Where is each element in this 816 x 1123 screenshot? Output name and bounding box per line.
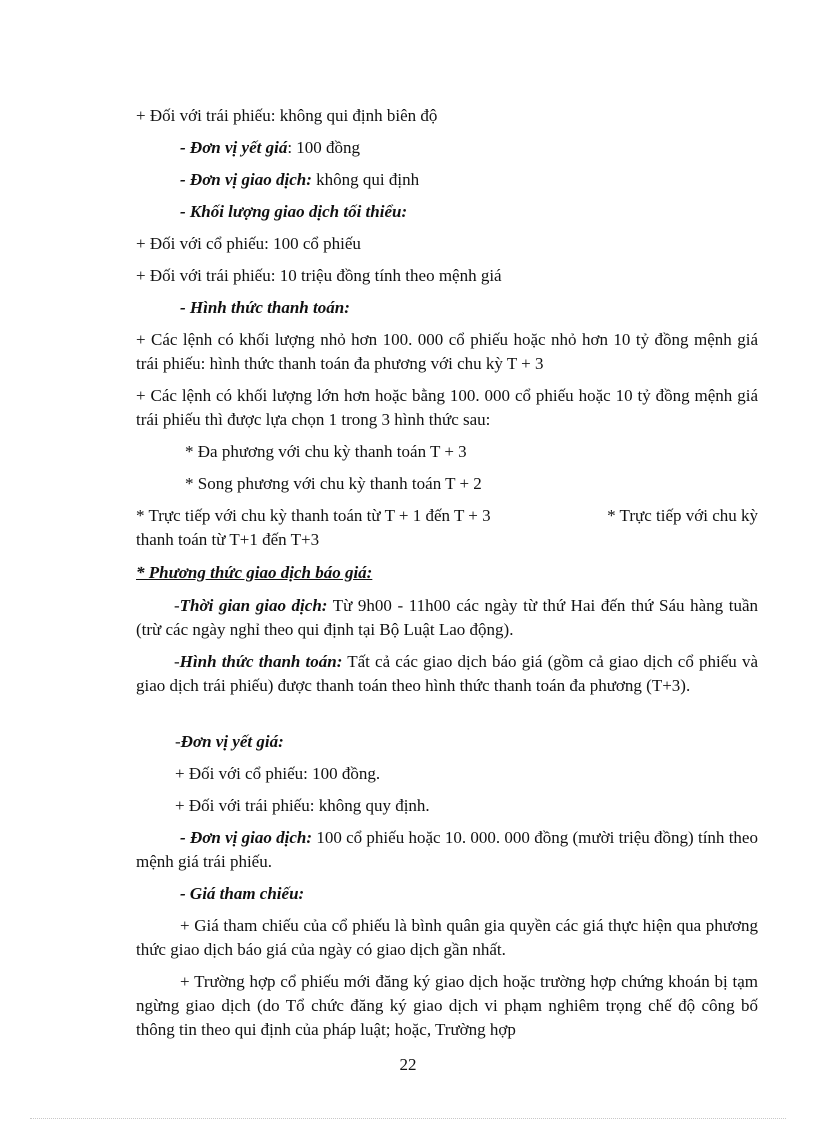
trading-unit-value: không qui định	[311, 170, 420, 189]
settlement-label: Hình thức thanh toán:	[179, 652, 343, 671]
trading-time-label: Thời gian giao dịch:	[179, 596, 328, 615]
bond-quote-unit-line: + Đối với trái phiếu: không quy định.	[175, 796, 430, 815]
new-listing-paragraph: + Trường hợp cổ phiếu mới đăng ký giao dịch hoặc trường hợp chứng khoán bị tạm ngừng giao dịch (do Tổ chức đăng ký giao dịch vi phạm nghiêm trọng chế độ công bố thông tin theo qui định của pháp luật; hoặc, Trường hợp	[136, 972, 758, 1039]
payment-method-heading: - Hình thức thanh toán:	[180, 298, 350, 317]
quote-unit-line	[180, 136, 758, 160]
trading-time-text: Từ 9h00 - 11h00 các ngày từ thứ Hai đến thứ Sáu hàng tuần (trừ các ngày nghỉ theo qui định tại Bộ Luật Lao động).	[136, 596, 758, 639]
trading-unit-text-2: 100 cổ phiếu hoặc 10. 000. 000 đồng (mười triệu đồng) tính theo mệnh giá trái phiếu.	[136, 828, 758, 871]
stock-min-volume-line: + Đối với cổ phiếu: 100 cổ phiếu	[136, 234, 361, 253]
min-volume-heading: - Khối lượng giao dịch tối thiểu:	[180, 202, 408, 221]
direct-option-line	[136, 504, 758, 528]
reference-price-paragraph: + Giá tham chiếu của cổ phiếu là bình quân gia quyền các giá thực hiện qua phương thức giao dịch báo giá của ngày có giao dịch gần nhất.	[136, 916, 758, 959]
page-number: 22	[399, 1055, 417, 1074]
direct-option-right: * Trực tiếp với chu kỳ	[607, 506, 758, 525]
small-order-paragraph: + Các lệnh có khối lượng nhỏ hơn 100. 000 cổ phiếu hoặc nhỏ hơn 10 tỷ đồng mệnh giá trái phiếu: hình thức thanh toán đa phương với chu kỳ T + 3	[136, 330, 758, 373]
settlement-paragraph: -Hình thức thanh toán: Tất cả các giao dịch báo giá (gồm cả giao dịch cổ phiếu và giao dịch trái phiếu) được thanh toán theo hình thức thanh toán đa phương (T+3).	[136, 652, 758, 695]
settlement-text: Tất cả các giao dịch báo giá (gồm cả giao dịch cổ phiếu và giao dịch trái phiếu) được thanh toán theo hình thức thanh toán đa phương (T+3).	[136, 652, 758, 695]
direct-option-left: * Trực tiếp với chu kỳ thanh toán từ T + 1 đến T + 3	[136, 506, 491, 525]
direct-option-continuation: thanh toán từ T+1 đến T+3	[136, 530, 320, 549]
trading-time-paragraph: -Thời gian giao dịch: Từ 9h00 - 11h00 các ngày từ thứ Hai đến thứ Sáu hàng tuần (trừ các ngày nghỉ theo qui định tại Bộ Luật Lao động).	[136, 596, 758, 639]
bilateral-option-line: * Song phương với chu kỳ thanh toán T + 2	[185, 474, 482, 493]
trading-unit-paragraph	[136, 826, 758, 874]
trading-unit-line	[180, 168, 758, 192]
stock-quote-unit-line: + Đối với cổ phiếu: 100 đồng.	[175, 764, 381, 783]
quote-unit-label: - Đơn vị yết giá	[180, 138, 288, 157]
quote-unit-value: : 100 đồng	[287, 138, 361, 157]
bond-min-volume-line: + Đối với trái phiếu: 10 triệu đồng tính theo mệnh giá	[136, 266, 502, 285]
quote-method-heading: * Phương thức giao dịch báo giá:	[136, 563, 373, 582]
trading-unit-label-2: - Đơn vị giao dịch:	[180, 828, 313, 847]
trading-unit-label: - Đơn vị giao dịch:	[180, 170, 312, 189]
bond-price-range-line: + Đối với trái phiếu: không qui định biên độ	[136, 106, 438, 125]
large-order-paragraph: + Các lệnh có khối lượng lớn hơn hoặc bằng 100. 000 cổ phiếu hoặc 10 tỷ đồng mệnh giá trái phiếu thì được lựa chọn 1 trong 3 hình thức sau:	[136, 386, 758, 429]
bottom-divider	[30, 1118, 786, 1119]
quote-unit-heading-2: -Đơn vị yết giá:	[175, 732, 284, 751]
multilateral-option-line: * Đa phương với chu kỳ thanh toán T + 3	[185, 442, 467, 461]
reference-price-heading: - Giá tham chiếu:	[180, 884, 305, 903]
